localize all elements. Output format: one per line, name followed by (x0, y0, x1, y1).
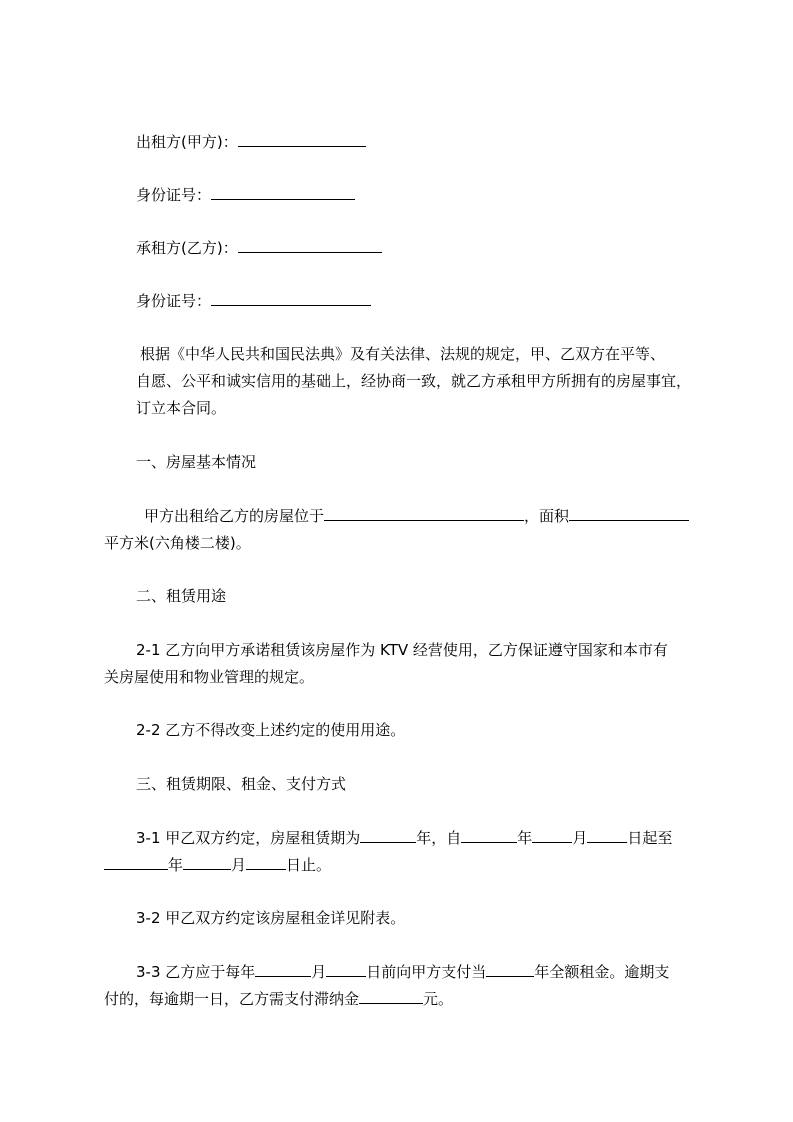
location-blank (324, 506, 524, 521)
end-day-blank (246, 855, 286, 870)
area-blank (569, 506, 689, 521)
section1-text-a: 甲方出租给乙方的房屋位于 (144, 507, 325, 525)
lessee-label: 承租方(乙方)： (136, 239, 238, 257)
pay-day-blank (326, 962, 366, 977)
lessor-label: 出租方(甲方)： (136, 133, 238, 151)
start-day-blank (587, 828, 627, 843)
lessor-field (136, 132, 366, 152)
section2-heading: 二、租赁用途 (136, 587, 227, 605)
section3-heading: 三、租赁期限、租金、支付方式 (136, 775, 347, 793)
clause-3-3-line-2 (104, 989, 453, 1009)
clause-3-1-text-g: 月 (231, 856, 247, 874)
clause-3-1-text-a: 3-1 甲乙双方约定，房屋租赁期为 (136, 829, 361, 847)
clause-3-3-text-d: 年全额租金。逾期支 (534, 963, 670, 981)
lessor-id-field (136, 185, 355, 205)
intro-line-2: 自愿、公平和诚实信用的基础上，经协商一致，就乙方承租甲方所拥有的房屋事宜， (136, 372, 692, 390)
intro-line-3: 订立本合同。 (136, 399, 227, 417)
late-fee-blank (359, 989, 423, 1004)
clause-3-1-line-1 (136, 828, 672, 848)
clause-2-2: 2-2 乙方不得改变上述约定的使用用途。 (136, 721, 406, 739)
lessee-field (136, 238, 382, 258)
term-years-blank (360, 828, 416, 843)
lessor-id-label: 身份证号： (136, 186, 212, 204)
section1-para-line-1 (144, 506, 689, 526)
clause-3-3-text-c: 日前向甲方支付当 (366, 963, 487, 981)
clause-3-1-text-b: 年，自 (416, 829, 462, 847)
end-year-blank (104, 855, 168, 870)
clause-3-1-text-d: 月 (572, 829, 588, 847)
clause-3-3-text-f: 元。 (423, 990, 454, 1008)
lessor-blank (238, 132, 366, 147)
clause-3-1-text-e: 日起至 (627, 829, 673, 847)
clause-2-1-line-1: 2-1 乙方向甲方承诺租赁该房屋作为 KTV 经营使用，乙方保证遵守国家和本市有 (136, 641, 668, 659)
section1-heading: 一、房屋基本情况 (136, 453, 257, 471)
clause-3-3-text-e: 付的，每逾期一日，乙方需支付滞纳金 (104, 990, 360, 1008)
clause-3-3-text-a: 3-3 乙方应于每年 (136, 963, 256, 981)
start-month-blank (532, 828, 572, 843)
clause-3-3-line-1 (136, 962, 669, 982)
section1-para-line-2: 平方米(六角楼二楼)。 (104, 534, 251, 552)
clause-3-3-text-b: 月 (311, 963, 327, 981)
end-month-blank (183, 855, 231, 870)
section1-text-b: ，面积 (524, 507, 570, 525)
lessor-id-blank (211, 185, 355, 200)
clause-3-1-text-f: 年 (168, 856, 184, 874)
lessee-id-label: 身份证号： (136, 292, 212, 310)
start-year-blank (461, 828, 517, 843)
clause-3-1-text-h: 日止。 (286, 856, 332, 874)
lessee-id-field (136, 291, 371, 311)
clause-3-2: 3-2 甲乙双方约定该房屋租金详见附表。 (136, 909, 406, 927)
clause-3-1-text-c: 年 (517, 829, 533, 847)
lessee-id-blank (211, 291, 371, 306)
intro-line-1: 根据《中华人民共和国民法典》及有关法律、法规的规定，甲、乙双方在平等、 (140, 345, 666, 363)
pay-year-blank (486, 962, 534, 977)
clause-3-1-line-2 (104, 855, 331, 875)
pay-month-blank (255, 962, 311, 977)
lessee-blank (238, 238, 382, 253)
clause-2-1-line-2: 关房屋使用和物业管理的规定。 (104, 668, 315, 686)
